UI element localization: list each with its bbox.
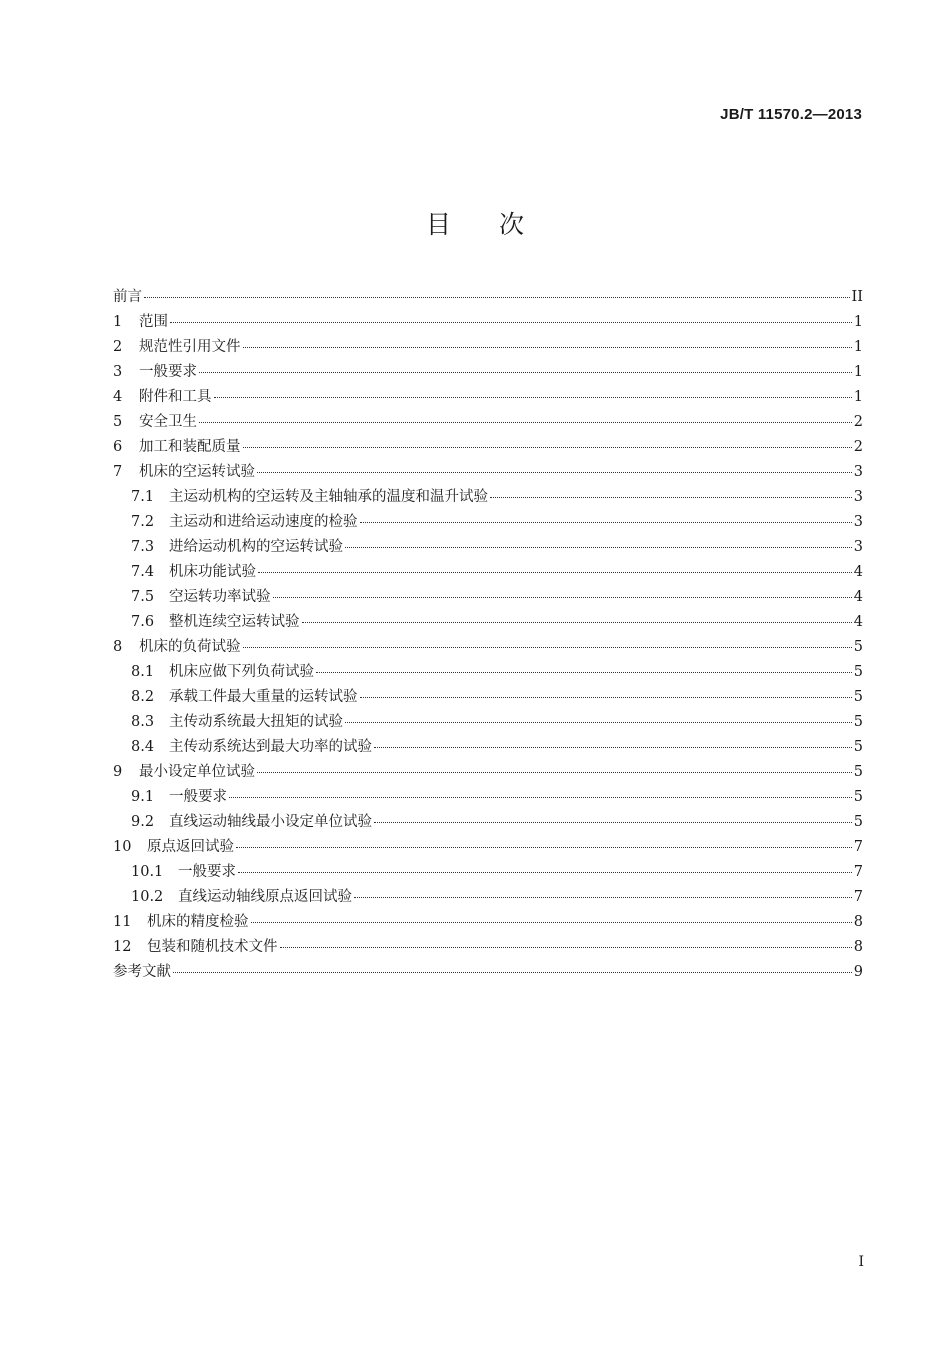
- toc-entry-page: 1: [853, 314, 863, 330]
- toc-entry-page: 4: [853, 614, 863, 630]
- toc-entry-page: 3: [853, 464, 863, 480]
- toc-entry-page: 8: [853, 914, 863, 930]
- dot-leader: [238, 872, 852, 873]
- toc-entry-page: 7: [853, 889, 863, 905]
- toc-entry-title: 一般要求: [139, 364, 197, 380]
- toc-entry-page: 3: [853, 539, 863, 555]
- toc-entry-number: 1: [113, 314, 123, 330]
- toc-entry-page: 1: [853, 364, 863, 380]
- toc-entry-number: 12: [113, 939, 132, 955]
- toc-entry-page: 7: [853, 864, 863, 880]
- toc-entry[interactable]: [113, 285, 863, 310]
- toc-entry-title: 直线运动轴线最小设定单位试验: [169, 814, 372, 830]
- toc-entry-page: 2: [853, 439, 863, 455]
- dot-leader: [360, 697, 852, 698]
- toc-entry-title: 整机连续空运转试验: [169, 614, 300, 630]
- toc-entry[interactable]: [113, 310, 863, 335]
- toc-entry-page: 8: [853, 939, 863, 955]
- toc-entry-page: 4: [853, 564, 863, 580]
- dot-leader: [258, 572, 852, 573]
- toc-entry-page: 5: [853, 739, 863, 755]
- toc-entry[interactable]: [113, 810, 863, 835]
- document-code: JB/T 11570.2—2013: [720, 106, 862, 123]
- toc-entry[interactable]: [113, 635, 863, 660]
- toc-entry[interactable]: [113, 435, 863, 460]
- dot-leader: [214, 397, 852, 398]
- toc-entry[interactable]: [113, 710, 863, 735]
- toc-entry-page: 9: [853, 964, 863, 980]
- toc-entry-title: 主传动系统达到最大功率的试验: [169, 739, 372, 755]
- toc-entry[interactable]: [113, 535, 863, 560]
- toc-entry-title: 机床的精度检验: [147, 914, 249, 930]
- toc-entry-page: 5: [853, 764, 863, 780]
- toc-entry-number: 7.3: [131, 539, 155, 555]
- toc-entry-page: 2: [853, 414, 863, 430]
- toc-entry[interactable]: [113, 485, 863, 510]
- toc-entry[interactable]: [113, 385, 863, 410]
- toc-entry-number: 7.5: [131, 589, 155, 605]
- toc-entry[interactable]: [113, 560, 863, 585]
- toc-entry-number: 5: [113, 414, 123, 430]
- dot-leader: [251, 922, 852, 923]
- dot-leader: [144, 297, 850, 298]
- toc-entry[interactable]: [113, 410, 863, 435]
- toc-entry[interactable]: [113, 360, 863, 385]
- toc-entry[interactable]: [113, 885, 863, 910]
- toc-entry-number: 8.4: [131, 739, 155, 755]
- toc-entry[interactable]: [113, 610, 863, 635]
- toc-entry-page: 5: [853, 639, 863, 655]
- toc-entry-title: 空运转功率试验: [169, 589, 271, 605]
- dot-leader: [360, 522, 852, 523]
- toc-entry-number: 9.2: [131, 814, 155, 830]
- dot-leader: [173, 972, 852, 973]
- toc-entry-title: 机床的空运转试验: [139, 464, 255, 480]
- toc-entry-number: 10.1: [131, 864, 164, 880]
- toc-entry-page: 5: [853, 789, 863, 805]
- toc-entry[interactable]: [113, 910, 863, 935]
- dot-leader: [316, 672, 852, 673]
- toc-entry-title: 参考文献: [113, 964, 171, 980]
- toc-entry-number: 9.1: [131, 789, 155, 805]
- dot-leader: [257, 472, 852, 473]
- dot-leader: [302, 622, 852, 623]
- toc-entry-title: 进给运动机构的空运转试验: [169, 539, 343, 555]
- dot-leader: [354, 897, 852, 898]
- toc-entry-number: 7.6: [131, 614, 155, 630]
- dot-leader: [236, 847, 852, 848]
- toc-entry-number: 3: [113, 364, 123, 380]
- toc-entry-title: 机床功能试验: [169, 564, 256, 580]
- dot-leader: [199, 372, 852, 373]
- toc-entry[interactable]: [113, 785, 863, 810]
- toc-entry-number: 7.1: [131, 489, 155, 505]
- dot-leader: [374, 747, 852, 748]
- toc-entry-title: 机床的负荷试验: [139, 639, 241, 655]
- toc-entry-number: 7.2: [131, 514, 155, 530]
- toc-entry-title: 直线运动轴线原点返回试验: [178, 889, 352, 905]
- toc-entry-title: 主运动机构的空运转及主轴轴承的温度和温升试验: [169, 489, 488, 505]
- toc-entry-title: 主运动和进给运动速度的检验: [169, 514, 358, 530]
- toc-entry-title: 承载工件最大重量的运转试验: [169, 689, 358, 705]
- toc-entry[interactable]: [113, 335, 863, 360]
- toc-entry-title: 附件和工具: [139, 389, 212, 405]
- toc-entry-title: 一般要求: [178, 864, 236, 880]
- toc-entry[interactable]: [113, 760, 863, 785]
- dot-leader: [243, 447, 852, 448]
- toc-entry[interactable]: [113, 835, 863, 860]
- toc-entry[interactable]: [113, 660, 863, 685]
- toc-entry-title: 安全卫生: [139, 414, 197, 430]
- toc-entry-page: 4: [853, 589, 863, 605]
- toc-entry-page: 1: [853, 339, 863, 355]
- dot-leader: [243, 647, 852, 648]
- toc-entry[interactable]: [113, 460, 863, 485]
- dot-leader: [490, 497, 852, 498]
- toc-entry-page: II: [851, 289, 863, 305]
- toc-entry-number: 6: [113, 439, 123, 455]
- toc-entry-title: 一般要求: [169, 789, 227, 805]
- toc-entry-title: 机床应做下列负荷试验: [169, 664, 314, 680]
- toc-entry-page: 5: [853, 814, 863, 830]
- toc-entry-title: 主传动系统最大扭矩的试验: [169, 714, 343, 730]
- dot-leader: [199, 422, 852, 423]
- toc-entry-number: 8.1: [131, 664, 155, 680]
- toc-entry-title: 范围: [139, 314, 168, 330]
- toc-entry-page: 5: [853, 714, 863, 730]
- toc-entry-page: 3: [853, 514, 863, 530]
- dot-leader: [273, 597, 852, 598]
- toc-entry-title: 前言: [113, 289, 142, 305]
- toc-entry-title: 加工和装配质量: [139, 439, 241, 455]
- dot-leader: [243, 347, 852, 348]
- toc-entry-number: 8.3: [131, 714, 155, 730]
- toc-entry-page: 5: [853, 689, 863, 705]
- toc-entry-number: 2: [113, 339, 123, 355]
- dot-leader: [280, 947, 852, 948]
- toc-entry-number: 4: [113, 389, 123, 405]
- toc-entry-page: 5: [853, 664, 863, 680]
- dot-leader: [345, 722, 852, 723]
- toc-entry[interactable]: [113, 735, 863, 760]
- toc-entry-number: 9: [113, 764, 123, 780]
- toc-entry-number: 8.2: [131, 689, 155, 705]
- page-title: 目次: [425, 210, 572, 239]
- dot-leader: [345, 547, 852, 548]
- toc-entry-number: 8: [113, 639, 123, 655]
- toc-entry[interactable]: [113, 960, 863, 985]
- toc-entry-title: 原点返回试验: [147, 839, 234, 855]
- toc-entry-title: 最小设定单位试验: [139, 764, 255, 780]
- toc-entry-number: 10.2: [131, 889, 164, 905]
- dot-leader: [257, 772, 852, 773]
- toc-entry[interactable]: [113, 935, 863, 960]
- toc-entry-page: 1: [853, 389, 863, 405]
- dot-leader: [229, 797, 852, 798]
- toc-entry-number: 11: [113, 914, 132, 930]
- toc-entry-number: 7: [113, 464, 123, 480]
- toc-entry-number: 7.4: [131, 564, 155, 580]
- toc-entry[interactable]: [113, 585, 863, 610]
- toc-entry[interactable]: [113, 685, 863, 710]
- toc-entry[interactable]: [113, 510, 863, 535]
- toc-entry-number: 10: [113, 839, 132, 855]
- toc-entry-title: 规范性引用文件: [139, 339, 241, 355]
- dot-leader: [170, 322, 852, 323]
- page-number: I: [858, 1254, 864, 1270]
- toc-entry-page: 3: [853, 489, 863, 505]
- toc-entry-page: 7: [853, 839, 863, 855]
- table-of-contents: [113, 285, 863, 985]
- toc-entry-title: 包装和随机技术文件: [147, 939, 278, 955]
- toc-entry[interactable]: [113, 860, 863, 885]
- dot-leader: [374, 822, 852, 823]
